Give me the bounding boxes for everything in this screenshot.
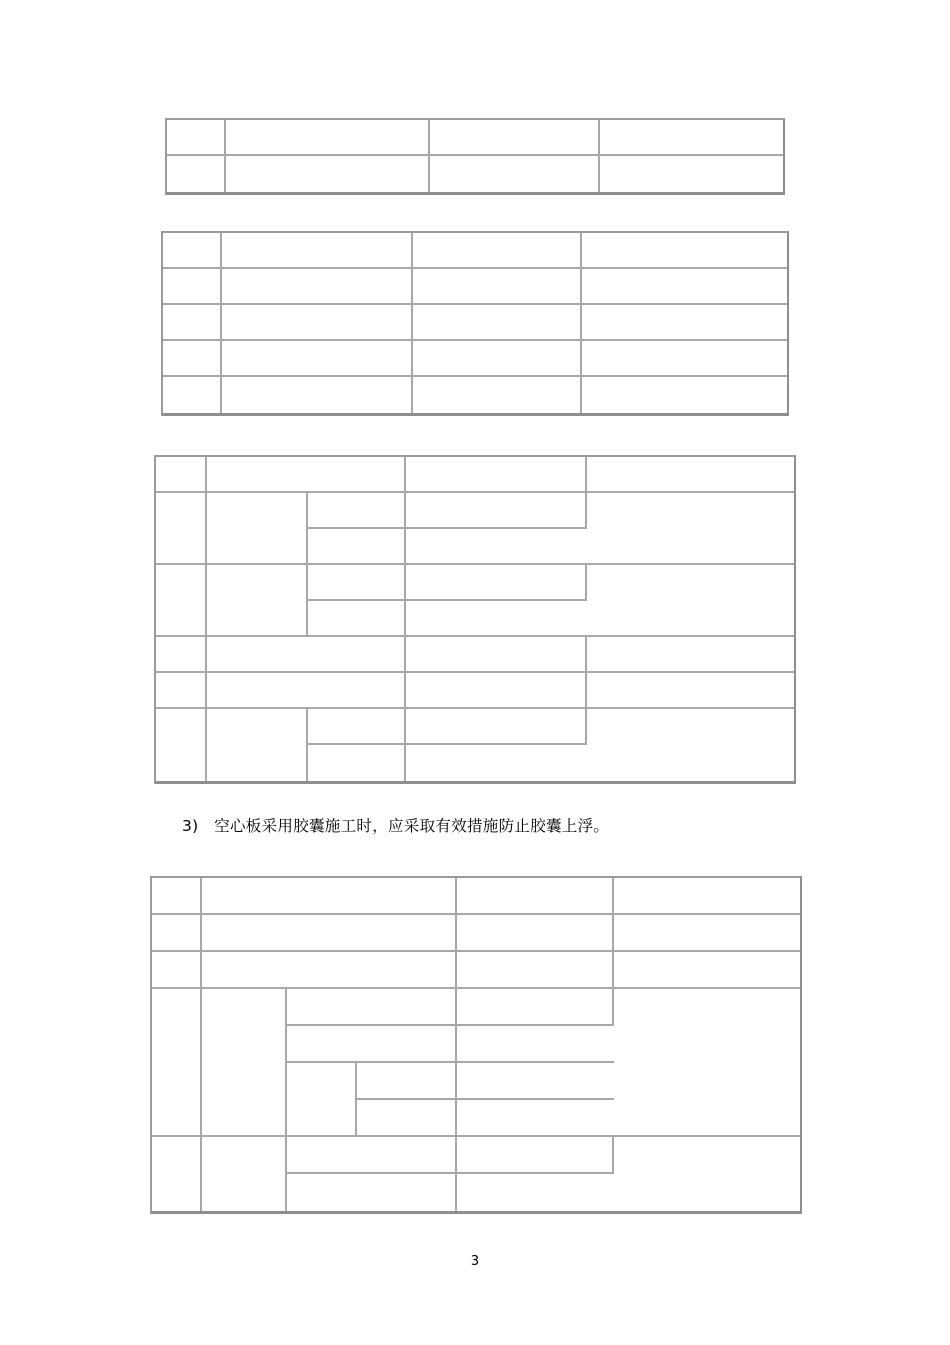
table-2	[161, 231, 789, 416]
table-cell	[582, 269, 787, 305]
table-cell	[163, 305, 222, 341]
table-cell	[430, 120, 600, 156]
table-cell	[167, 156, 226, 192]
note-number: 3)	[182, 817, 199, 835]
table-cell	[222, 341, 413, 377]
table-cell	[163, 233, 222, 269]
table-row	[163, 377, 787, 413]
table-row	[163, 269, 787, 305]
table-cell	[614, 1137, 800, 1211]
table-cell	[457, 1063, 614, 1100]
table-cell	[156, 493, 207, 565]
table-row	[156, 673, 794, 709]
table-cell	[614, 915, 800, 952]
table-cell	[308, 745, 406, 781]
table-cell	[357, 1063, 457, 1100]
table-cell	[587, 709, 794, 781]
table-cell	[614, 952, 800, 989]
table-cell	[287, 1174, 457, 1211]
table-cell	[308, 601, 406, 637]
table-cell	[406, 601, 587, 637]
table-cell	[207, 457, 406, 493]
table-cell	[207, 673, 406, 709]
table-cell	[457, 1174, 614, 1211]
table-cell	[600, 156, 783, 192]
table-cell	[308, 493, 406, 529]
table-cell	[406, 565, 587, 601]
note-text: 空心板采用胶囊施工时，应采取有效措施防止胶囊上浮。	[214, 817, 610, 835]
table-cell	[156, 565, 207, 637]
table-row	[156, 565, 794, 601]
table-cell	[614, 878, 800, 915]
table-row	[152, 989, 800, 1026]
table-cell	[207, 493, 308, 565]
table-cell	[222, 233, 413, 269]
body-paragraph	[182, 814, 609, 836]
table-cell	[457, 1100, 614, 1137]
table-cell	[587, 565, 794, 637]
table-cell	[202, 952, 457, 989]
table-cell	[287, 1026, 457, 1063]
table-cell	[587, 457, 794, 493]
table-cell	[457, 1026, 614, 1063]
table-row	[167, 156, 783, 192]
table-cell	[202, 878, 457, 915]
table-cell	[226, 156, 430, 192]
table-cell	[587, 493, 794, 565]
table-cell	[406, 673, 587, 709]
table-cell	[600, 120, 783, 156]
table-cell	[430, 156, 600, 192]
table-cell	[406, 637, 587, 673]
table-cell	[582, 377, 787, 413]
table-cell	[287, 1063, 357, 1137]
table-cell	[222, 269, 413, 305]
table-cell	[152, 952, 202, 989]
table-cell	[207, 637, 406, 673]
table-row	[167, 120, 783, 156]
table-cell	[457, 1137, 614, 1174]
table-cell	[457, 878, 614, 915]
table-cell	[202, 915, 457, 952]
table-cell	[163, 269, 222, 305]
table-cell	[308, 529, 406, 565]
table-cell	[413, 269, 582, 305]
table-3	[154, 455, 796, 784]
table-cell	[226, 120, 430, 156]
page-number: 3	[470, 1254, 480, 1269]
table-cell	[587, 637, 794, 673]
table-row	[163, 233, 787, 269]
table-cell	[287, 1137, 457, 1174]
table-cell	[156, 709, 207, 781]
table-cell	[406, 529, 587, 565]
table-cell	[207, 565, 308, 637]
table-row	[152, 878, 800, 915]
table-cell	[413, 341, 582, 377]
table-cell	[582, 233, 787, 269]
table-cell	[152, 989, 202, 1137]
table-cell	[287, 989, 457, 1026]
table-cell	[413, 233, 582, 269]
table-cell	[163, 377, 222, 413]
table-cell	[152, 1137, 202, 1211]
table-cell	[202, 1137, 287, 1211]
table-cell	[457, 915, 614, 952]
table-cell	[308, 565, 406, 601]
table-cell	[582, 341, 787, 377]
table-cell	[406, 457, 587, 493]
table-cell	[457, 989, 614, 1026]
table-row	[156, 457, 794, 493]
table-1	[165, 118, 785, 195]
table-row	[156, 709, 794, 745]
table-cell	[587, 673, 794, 709]
table-cell	[457, 952, 614, 989]
table-cell	[202, 989, 287, 1137]
table-cell	[357, 1100, 457, 1137]
table-cell	[222, 377, 413, 413]
table-cell	[582, 305, 787, 341]
table-cell	[406, 493, 587, 529]
table-row	[163, 305, 787, 341]
table-cell	[156, 637, 207, 673]
table-cell	[163, 341, 222, 377]
table-cell	[167, 120, 226, 156]
table-cell	[614, 989, 800, 1137]
table-row	[152, 952, 800, 989]
table-row	[156, 493, 794, 529]
table-cell	[156, 457, 207, 493]
table-row	[163, 341, 787, 377]
table-cell	[152, 878, 202, 915]
table-cell	[406, 709, 587, 745]
table-row	[156, 637, 794, 673]
table-cell	[406, 745, 587, 781]
table-row	[152, 915, 800, 952]
table-cell	[152, 915, 202, 952]
table-4	[150, 876, 802, 1214]
table-cell	[413, 305, 582, 341]
table-cell	[156, 673, 207, 709]
table-cell	[222, 305, 413, 341]
table-cell	[207, 709, 308, 781]
table-cell	[308, 709, 406, 745]
table-row	[152, 1137, 800, 1174]
table-cell	[413, 377, 582, 413]
